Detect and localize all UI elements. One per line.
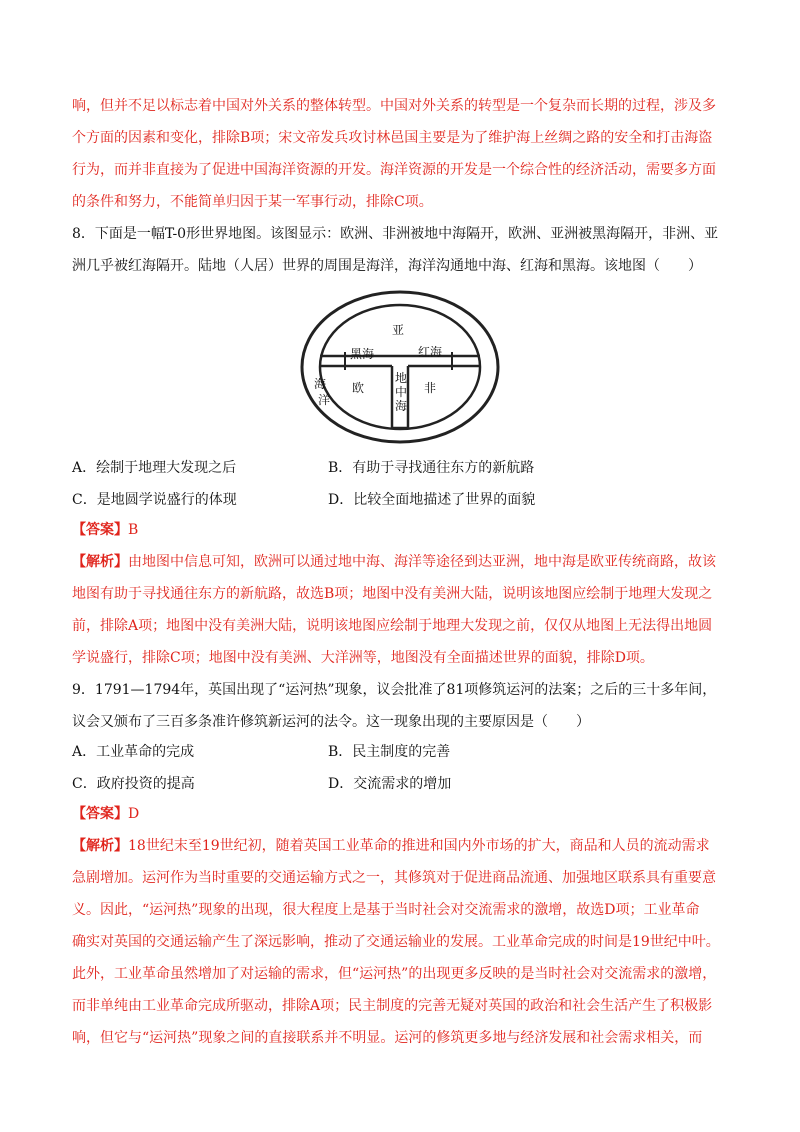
- q8-answer: [72, 520, 138, 540]
- continuation-line-2: 个方面的因素和变化，排除B项；宋文帝发兵攻讨林邑国主要是为了维护海上丝绸之路的安全和打击海盗: [72, 130, 713, 146]
- q9-answer-value: D: [128, 806, 140, 822]
- map-label-mediterranean-1: 地: [395, 371, 408, 385]
- q8-stem-line-1: 8．下面是一幅T-0形世界地图。该图显示：欧洲、非洲被地中海隔开，欧洲、亚洲被黑海隔开，非洲、亚: [72, 226, 719, 242]
- q9-option-d: D．交流需求的增加: [328, 776, 452, 792]
- map-label-asia: 亚: [392, 323, 405, 337]
- q9-analysis-line-4: 确实对英国的交通运输产生了深远影响，推动了交通运输业的发展。工业革命完成的时间是19世纪中叶。: [72, 934, 720, 950]
- q8-analysis-line-1: [72, 552, 716, 572]
- continuation-line-4: 的条件和努力，不能简单归因于某一军事行动，排除C项。: [72, 194, 433, 210]
- continuation-line-1: 响，但并不足以标志着中国对外关系的整体转型。中国对外关系的转型是一个复杂而长期的过程，涉及多: [72, 98, 716, 114]
- q9-answer: [72, 804, 139, 824]
- q8-analysis-line-2: 地图有助于寻找通往东方的新航路，故选B项；地图中没有美洲大陆，说明该地图应绘制于地理大发现之: [72, 586, 713, 602]
- q8-analysis-line-4: 学说盛行，排除C项；地图中没有美洲、大洋洲等，地图没有全面描述世界的面貌，排除D项。: [72, 650, 654, 666]
- q8-answer-value: B: [128, 522, 139, 538]
- q9-analysis-line-6: 而非单纯由工业革命完成所驱动，排除A项；民主制度的完善无疑对英国的政治和社会生活产生了积极影: [72, 998, 713, 1014]
- q9-analysis-line-5: 此外，工业革命虽然增加了对运输的需求，但“运河热”的出现更多反映的是当时社会对交流需求的激增，: [72, 966, 717, 982]
- q9-analysis-line-3: 义。因此，“运河热”现象的出现，很大程度上是基于当时社会对交流需求的激增，故选D项；工业革命: [72, 902, 700, 918]
- map-label-africa: 非: [424, 381, 437, 395]
- q9-analysis-line-7: 响，但它与“运河热”现象之间的直接联系并不明显。运河的修筑更多地与经济发展和社会需求相关，而: [72, 1030, 703, 1046]
- q9-analysis-line-2: 急剧增加。运河作为当时重要的交通运输方式之一，其修筑对于促进商品流通、加强地区联系具有重要意: [72, 870, 716, 886]
- q9-option-a: A．工业革命的完成: [72, 744, 195, 760]
- q9-option-b: B．民主制度的完善: [328, 744, 451, 760]
- q8-answer-tag: 【答案】: [72, 522, 128, 538]
- q9-analysis-text-1: 18世纪末至19世纪初，随着英国工业革命的推进和国内外市场的扩大，商品和人员的流动需求: [128, 838, 710, 854]
- t-o-world-map: [300, 290, 500, 445]
- q9-analysis-line-1: [72, 836, 710, 856]
- map-label-black-sea: 黑海: [350, 347, 375, 361]
- q8-stem-line-2: 洲几乎被红海隔开。陆地（人居）世界的周围是海洋，海洋沟通地中海、红海和黑海。该地图（ ）: [72, 258, 702, 274]
- q9-stem-line-2: 议会又颁布了三百多条准许修筑新运河的法令。这一现象出现的主要原因是（ ）: [72, 714, 590, 730]
- map-label-mediterranean-3: 海: [395, 399, 408, 413]
- q8-analysis-text-1: 由地图中信息可知，欧洲可以通过地中海、海洋等途径到达亚洲，地中海是欧亚传统商路，故该: [128, 554, 716, 570]
- q9-stem-line-1: 9．1791—1794年，英国出现了“运河热”现象，议会批准了81项修筑运河的法案；之后的三十多年间，: [72, 682, 717, 698]
- q8-analysis-line-3: 前，排除A项；地图中没有美洲大陆，说明该地图应绘制于地理大发现之前，仅仅从地图上无法得出地圆: [72, 618, 713, 634]
- q9-answer-tag: 【答案】: [72, 806, 128, 822]
- map-label-europe: 欧: [352, 381, 365, 395]
- q8-option-b: B．有助于寻找通往东方的新航路: [328, 460, 535, 476]
- q9-analysis-tag: 【解析】: [72, 838, 128, 854]
- map-label-red-sea: 红海: [418, 345, 443, 359]
- q8-option-c: C．是地圆学说盛行的体现: [72, 492, 237, 508]
- q8-option-a: A．绘制于地理大发现之后: [72, 460, 237, 476]
- q9-option-c: C．政府投资的提高: [72, 776, 195, 792]
- map-label-ocean-2: 洋: [318, 393, 331, 407]
- q8-option-d: D．比较全面地描述了世界的面貌: [328, 492, 536, 508]
- continuation-line-3: 行为，而并非直接为了促进中国海洋资源的开发。海洋资源的开发是一个综合性的经济活动，需要多方面: [72, 162, 716, 178]
- map-label-mediterranean-2: 中: [395, 385, 408, 399]
- map-label-ocean-1: 海: [314, 377, 327, 391]
- q8-analysis-tag: 【解析】: [72, 554, 128, 570]
